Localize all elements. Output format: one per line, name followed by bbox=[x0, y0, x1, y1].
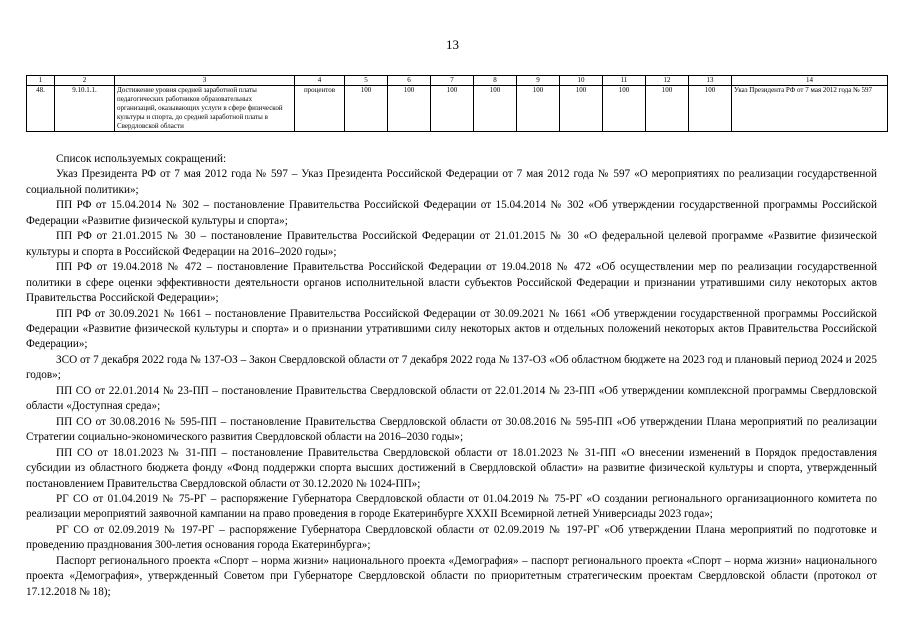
table-row bbox=[27, 86, 888, 132]
value-cell: 100 bbox=[345, 86, 388, 132]
value-cell: 100 bbox=[474, 86, 517, 132]
value-cell: 100 bbox=[689, 86, 732, 132]
header-cell: 6 bbox=[388, 76, 431, 86]
abbreviation-item: ПП РФ от 15.04.2014 № 302 – постановление Правительства Российской Федерации от 15.04.2014 № 302 «Об утверждении государственной программы Российской Федерации «Развитие физической культуры и спорта»; bbox=[26, 199, 877, 227]
header-cell: 3 bbox=[115, 76, 295, 86]
abbreviation-item: Указ Президента РФ от 7 мая 2012 года № 597 – Указ Президента Российской Федерации от 7 мая 2012 года № 597 «О мероприятиях по реализации государственной социальной политики»; bbox=[26, 168, 877, 196]
page-number: 13 bbox=[446, 37, 459, 52]
value-cell: 100 bbox=[603, 86, 646, 132]
row-number-cell: 48. bbox=[27, 86, 55, 132]
abbreviation-item: ПП РФ от 30.09.2021 № 1661 – постановление Правительства Российской Федерации от 30.09.2021 № 1661 «Об утверждении государственной программы Российской Федерации «Развитие физической культуры и спорта» и о признании утратившими силу некоторых актов и отдельных положений некоторых актов Правительства Российской Федерации»; bbox=[26, 307, 877, 351]
header-cell: 9 bbox=[517, 76, 560, 86]
unit-cell: процентов bbox=[295, 86, 345, 132]
header-cell: 4 bbox=[295, 76, 345, 86]
value-cell: 100 bbox=[388, 86, 431, 132]
header-cell: 11 bbox=[603, 76, 646, 86]
source-cell: Указ Президента РФ от 7 мая 2012 года № 597 bbox=[732, 86, 888, 132]
indicator-table bbox=[26, 75, 888, 132]
code-cell: 9.10.1.1. bbox=[55, 86, 115, 132]
header-cell: 14 bbox=[732, 76, 888, 86]
header-cell: 12 bbox=[646, 76, 689, 86]
abbreviation-item: РГ СО от 01.04.2019 № 75-РГ – распоряжение Губернатора Свердловской области от 01.04.2019 № 75-РГ «О создании регионального организационного комитета по реализации мероприятий заявочной кампании на право проведения в городе Екатеринбурге XXXII Всемирной летней Универсиады 2023 года»; bbox=[26, 492, 877, 521]
abbreviation-item: ПП СО от 30.08.2016 № 595-ПП – постановление Правительства Свердловской области от 30.08.2016 № 595-ПП «Об утверждении Плана мероприятий по реализации Стратегии социально-экономического развития Свердловской области на 2016–2030 годы»; bbox=[26, 415, 877, 444]
abbreviation-item: ПП СО от 22.01.2014 № 23-ПП – постановление Правительства Свердловской области от 22.01.2014 № 23-ПП «Об утверждении комплексной программы Свердловской области «Доступная среда»; bbox=[26, 384, 877, 413]
indicator-name-cell: Достижение уровня средней заработной платы педагогических работников образовательных организаций, оказывающих услуги в сфере физической культуры и спорта, до средней заработной платы в Свердловской области bbox=[115, 86, 295, 132]
header-cell: 2 bbox=[55, 76, 115, 86]
header-cell: 5 bbox=[345, 76, 388, 86]
value-cell: 100 bbox=[431, 86, 474, 132]
table-header-row bbox=[27, 76, 888, 86]
abbreviation-item: РГ СО от 02.09.2019 № 197-РГ – распоряжение Губернатора Свердловской области от 02.09.2019 № 197-РГ «Об утверждении Плана мероприятий по подготовке и проведению празднования 300-летия основания города Екатеринбурга»; bbox=[26, 523, 877, 552]
value-cell: 100 bbox=[560, 86, 603, 132]
header-cell: 7 bbox=[431, 76, 474, 86]
header-cell: 10 bbox=[560, 76, 603, 86]
abbreviations-title: Список используемых сокращений: bbox=[56, 153, 227, 165]
abbreviation-item: ПП СО от 18.01.2023 № 31-ПП – постановление Правительства Свердловской области от 18.01.2023 № 31-ПП «О внесении изменений в Порядок предоставления субсидии из областного бюджета фонду «Фонд поддержки спорта высших достижений в Свердловской области» на развитие физической культуры и спорта, утвержденный постановлением Правительства Свердловской области от 30.12.2020 № 1024-ПП»; bbox=[26, 446, 877, 490]
header-cell: 13 bbox=[689, 76, 732, 86]
header-cell: 8 bbox=[474, 76, 517, 86]
abbreviation-item: ПП РФ от 21.01.2015 № 30 – постановление Правительства Российской Федерации от 21.01.2015 № 30 «О федеральной целевой программе «Развитие физической культуры и спорта в Российской Федерации на 2016–2020 годы»; bbox=[26, 230, 877, 258]
abbreviation-item: ПП РФ от 19.04.2018 № 472 – постановление Правительства Российской Федерации от 19.04.2018 № 472 «Об осуществлении мер по реализации государственной политики в сфере оценки эффективности деятельности органов исполнительной власти субъектов Российской Федерации и признании утратившими силу некоторых актов Правительства Российской Федерации»; bbox=[26, 261, 877, 305]
header-cell: 1 bbox=[27, 76, 55, 86]
value-cell: 100 bbox=[646, 86, 689, 132]
abbreviations-section bbox=[26, 152, 877, 600]
value-cell: 100 bbox=[517, 86, 560, 132]
abbreviation-item: Паспорт регионального проекта «Спорт – норма жизни» национального проекта «Демография» – паспорт регионального проекта «Спорт – норма жизни» национального проекта «Демография», утвержденный Советом при Губернаторе Свердловской области по приоритетным стратегическим проектам Свердловской области (протокол от 17.12.2018 № 18); bbox=[26, 554, 877, 598]
abbreviation-item: ЗСО от 7 декабря 2022 года № 137-ОЗ – Закон Свердловской области от 7 декабря 2022 года № 137-ОЗ «Об областном бюджете на 2023 год и плановый период 2024 и 2025 годов»; bbox=[26, 353, 877, 382]
